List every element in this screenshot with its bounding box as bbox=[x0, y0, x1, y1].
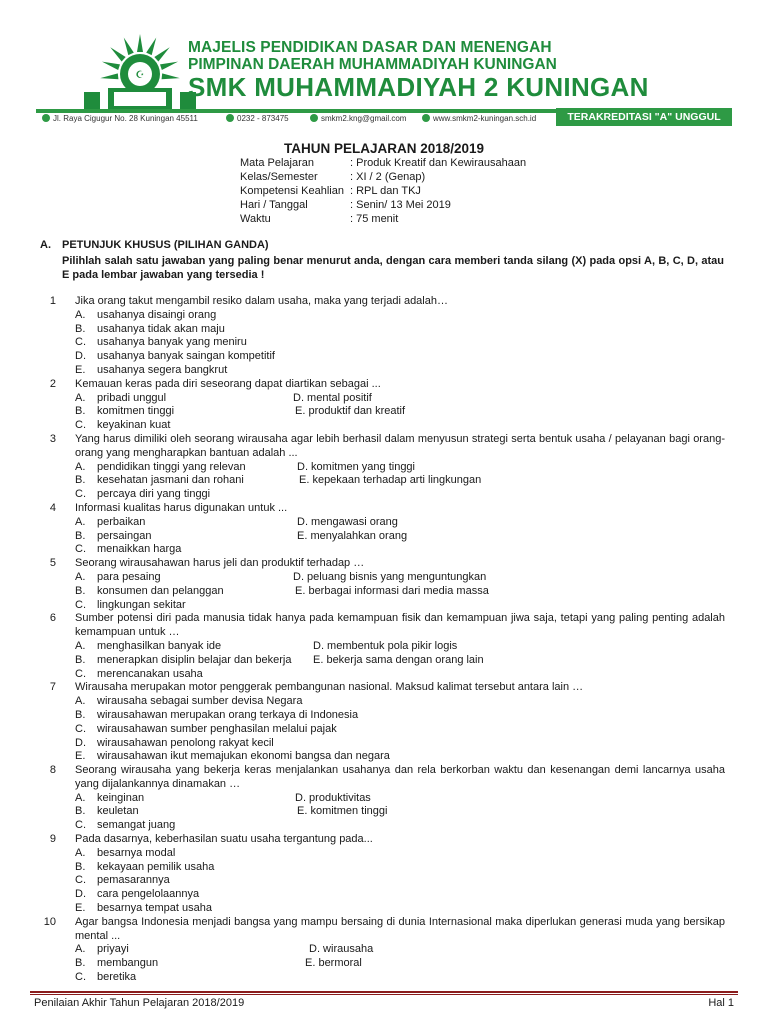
option-text: beretika bbox=[97, 971, 137, 984]
option-text-right: D. peluang bisnis yang menguntungkan bbox=[293, 570, 487, 583]
option-row bbox=[75, 530, 768, 544]
option-row bbox=[75, 971, 768, 985]
option-text: keuletan bbox=[97, 805, 139, 818]
option-letter: C. bbox=[75, 874, 86, 887]
question-item bbox=[0, 378, 768, 433]
option-letter: C. bbox=[75, 543, 86, 556]
option-text-right: E. kepekaan terhadap arti lingkungan bbox=[299, 474, 482, 487]
option-text: wirausahawan ikut memajukan ekonomi bangsa dan negara bbox=[97, 750, 390, 763]
question-number: 1 bbox=[49, 295, 56, 307]
option-text: cara pengelolaannya bbox=[97, 888, 200, 901]
question-text: Sumber potensi diri pada manusia tidak hanya pada kemampuan fisik dan kemampuan jiwa saja, tetapi yang paling penting adalah kemampuan untuk … bbox=[75, 612, 725, 639]
info-value: : Produk Kreatif dan Kewirausahaan bbox=[350, 157, 527, 169]
option-letter: B. bbox=[75, 529, 86, 542]
option-letter: C. bbox=[75, 488, 86, 501]
option-letter: B. bbox=[75, 708, 86, 721]
option-letter: A. bbox=[75, 391, 86, 404]
option-text: usahanya banyak yang meniru bbox=[97, 336, 247, 349]
exam-info bbox=[240, 156, 526, 226]
question-number: 2 bbox=[49, 377, 56, 390]
option-row bbox=[75, 654, 768, 668]
option-row bbox=[75, 364, 768, 378]
school-name: SMK MUHAMMADIYAH 2 KUNINGAN bbox=[188, 72, 649, 102]
org-line-1: MAJELIS PENDIDIKAN DASAR DAN MENENGAH bbox=[188, 39, 552, 56]
option-row bbox=[75, 474, 768, 488]
phone-text: 0232 - 873475 bbox=[237, 114, 289, 123]
question-number: 3 bbox=[49, 432, 56, 445]
option-row bbox=[75, 819, 768, 833]
option-text: membangun bbox=[97, 957, 159, 970]
question-text: Seorang wirausaha yang bekerja keras menjalankan usahanya dan rela berkorban waktu dan kesenangan demi lancarnya usaha yang dijalankannya dinamakan … bbox=[75, 764, 725, 790]
option-text: semangat juang bbox=[97, 819, 176, 832]
question-text: Jika orang takut mengambil resiko dalam usaha, maka yang terjadi adalah… bbox=[75, 295, 448, 307]
option-text-right: E. bekerja sama dengan orang lain bbox=[313, 653, 484, 666]
option-row bbox=[75, 847, 768, 861]
phone-item bbox=[226, 114, 289, 123]
option-row bbox=[75, 405, 768, 419]
option-text-right: D. wirausaha bbox=[309, 943, 374, 956]
option-row bbox=[75, 336, 768, 350]
option-text: menghasilkan banyak ide bbox=[97, 639, 222, 652]
option-row bbox=[75, 957, 768, 971]
option-text-right: E. berbagai informasi dari media massa bbox=[295, 584, 489, 597]
option-row bbox=[75, 723, 768, 737]
website-item bbox=[422, 114, 536, 123]
question-item bbox=[0, 295, 768, 378]
option-text: menerapkan disiplin belajar dan bekerja bbox=[97, 653, 292, 666]
option-row bbox=[75, 943, 768, 957]
email-icon bbox=[310, 114, 318, 122]
option-row bbox=[75, 709, 768, 723]
option-row bbox=[75, 640, 768, 654]
question-number: 9 bbox=[49, 833, 56, 846]
option-text: keinginan bbox=[97, 791, 145, 804]
option-letter: C. bbox=[75, 819, 86, 832]
option-letter: E. bbox=[75, 750, 86, 763]
option-text-right: E. komitmen tinggi bbox=[297, 805, 388, 818]
question-text: Wirausaha merupakan motor penggerak pembangunan nasional. Maksud kalimat tersebut antara lain … bbox=[75, 681, 584, 694]
option-row bbox=[75, 792, 768, 806]
question-number: 4 bbox=[49, 501, 56, 514]
option-letter: A. bbox=[75, 308, 86, 321]
option-text: perbaikan bbox=[97, 515, 146, 528]
option-row bbox=[75, 392, 768, 406]
option-letter: A. bbox=[75, 515, 86, 528]
option-letter: A. bbox=[75, 846, 86, 859]
info-row bbox=[240, 184, 526, 198]
info-label: Kompetensi Keahlian bbox=[240, 185, 344, 197]
address-item bbox=[42, 114, 198, 123]
option-letter: B. bbox=[75, 405, 86, 418]
option-row bbox=[75, 461, 768, 475]
info-label: Mata Pelajaran bbox=[240, 157, 314, 169]
question-item bbox=[0, 916, 768, 985]
question-text: Kemauan keras pada diri seseorang dapat diartikan sebagai ... bbox=[75, 377, 381, 390]
email-item bbox=[310, 114, 406, 123]
option-text: menaikkan harga bbox=[97, 543, 182, 556]
phone-icon bbox=[226, 114, 234, 122]
option-row bbox=[75, 668, 768, 682]
question-list bbox=[0, 295, 768, 985]
option-row bbox=[75, 309, 768, 323]
option-row bbox=[75, 599, 768, 613]
option-letter: E. bbox=[75, 902, 86, 915]
muhammadiyah-logo-icon bbox=[80, 30, 200, 114]
option-letter: A. bbox=[75, 639, 86, 652]
info-value: : 75 menit bbox=[350, 213, 399, 225]
option-text: persaingan bbox=[97, 529, 152, 542]
option-text: komitmen tinggi bbox=[97, 405, 175, 418]
question-item bbox=[0, 557, 768, 612]
website-text: www.smkm2-kuningan.sch.id bbox=[433, 114, 537, 123]
option-row bbox=[75, 419, 768, 433]
option-text: keyakinan kuat bbox=[97, 419, 171, 432]
question-item bbox=[0, 764, 768, 833]
option-row bbox=[75, 571, 768, 585]
option-letter: C. bbox=[75, 419, 86, 432]
option-text: wirausahawan merupakan orang terkaya di Indonesia bbox=[97, 708, 359, 721]
section-letter: A. bbox=[40, 239, 51, 251]
option-letter: C. bbox=[75, 971, 86, 984]
question-number: 7 bbox=[49, 681, 56, 694]
section-title: PETUNJUK KHUSUS (PILIHAN GANDA) bbox=[62, 239, 269, 251]
question-number: 8 bbox=[49, 764, 56, 777]
option-row bbox=[75, 861, 768, 875]
option-row bbox=[75, 737, 768, 751]
option-letter: B. bbox=[75, 584, 86, 597]
option-row bbox=[75, 543, 768, 557]
option-text-right: E. bermoral bbox=[305, 957, 362, 970]
info-row bbox=[240, 198, 526, 212]
option-row bbox=[75, 488, 768, 502]
option-text: wirausahawan penolong rakyat kecil bbox=[97, 736, 274, 749]
org-line-2: PIMPINAN DAERAH MUHAMMADIYAH KUNINGAN bbox=[188, 56, 557, 73]
option-text: percaya diri yang tinggi bbox=[97, 488, 211, 501]
section-instruction: Pilihlah salah satu jawaban yang paling benar menurut anda, dengan cara memberi tanda silang (X) pada opsi A, B, C, D, atau E pada lembar jawaban yang tersedia ! bbox=[62, 255, 724, 281]
option-row bbox=[75, 805, 768, 819]
address-text: Jl. Raya Cigugur No. 28 Kuningan 45511 bbox=[53, 114, 198, 123]
option-row bbox=[75, 350, 768, 364]
option-letter: D. bbox=[75, 350, 86, 363]
option-row bbox=[75, 585, 768, 599]
info-label: Waktu bbox=[240, 213, 271, 225]
question-number: 5 bbox=[49, 557, 56, 570]
option-text: pendidikan tinggi yang relevan bbox=[97, 460, 246, 473]
info-value: : Senin/ 13 Mei 2019 bbox=[350, 199, 451, 211]
option-letter: B. bbox=[75, 860, 86, 873]
option-text: usahanya disaingi orang bbox=[97, 308, 217, 321]
option-letter: D. bbox=[75, 736, 86, 749]
accreditation-badge: TERAKREDITASI "A" UNGGUL bbox=[556, 108, 732, 126]
option-letter: B. bbox=[75, 322, 86, 335]
question-text: Agar bangsa Indonesia menjadi bangsa yang mampu bersaing di dunia Internasional maka diperlukan generasi muda yang bersikap mental ... bbox=[75, 915, 725, 942]
option-text-right: E. produktif dan kreatif bbox=[295, 405, 406, 418]
option-row bbox=[75, 695, 768, 709]
question-item bbox=[0, 681, 768, 764]
option-row bbox=[75, 888, 768, 902]
option-row bbox=[75, 323, 768, 337]
option-text: usahanya banyak saingan kompetitif bbox=[97, 350, 275, 363]
option-text-right: E. menyalahkan orang bbox=[297, 529, 408, 542]
info-row bbox=[240, 212, 526, 226]
option-text: usahanya tidak akan maju bbox=[97, 322, 225, 335]
info-value: : XI / 2 (Genap) bbox=[350, 171, 426, 183]
option-text-right: D. membentuk pola pikir logis bbox=[313, 639, 458, 652]
question-number: 6 bbox=[49, 612, 56, 625]
option-letter: C. bbox=[75, 598, 86, 611]
option-text-right: D. produktivitas bbox=[295, 791, 371, 804]
option-text: wirausahawan sumber penghasilan melalui pajak bbox=[97, 722, 337, 735]
option-text: usahanya segera bangkrut bbox=[97, 363, 228, 376]
option-text-right: D. mengawasi orang bbox=[297, 515, 398, 528]
option-letter: C. bbox=[75, 722, 86, 735]
option-text: wirausaha sebagai sumber devisa Negara bbox=[97, 695, 303, 708]
option-text: besarnya tempat usaha bbox=[97, 902, 212, 915]
option-text: lingkungan sekitar bbox=[97, 598, 186, 611]
option-letter: A. bbox=[75, 460, 86, 473]
option-letter: E. bbox=[75, 363, 86, 376]
option-letter: D. bbox=[75, 888, 86, 901]
option-row bbox=[75, 902, 768, 916]
question-item bbox=[0, 502, 768, 557]
page-number: Hal 1 bbox=[708, 997, 734, 1009]
location-pin-icon bbox=[42, 114, 50, 122]
info-row bbox=[240, 170, 526, 184]
question-text: Yang harus dimiliki oleh seorang wirausaha agar lebih berhasil dalam menyusun strategi serta bentuk usaha / pelayanan bagi orang-orang yang mengharapkan bantuan adalah ... bbox=[75, 432, 725, 459]
globe-icon bbox=[422, 114, 430, 122]
option-letter: C. bbox=[75, 336, 86, 349]
option-text-right: D. komitmen yang tinggi bbox=[297, 460, 415, 473]
question-text: Informasi kualitas harus digunakan untuk ... bbox=[75, 501, 288, 514]
option-letter: C. bbox=[75, 667, 86, 680]
question-text: Seorang wirausahawan harus jeli dan produktif terhadap … bbox=[75, 557, 365, 570]
option-letter: B. bbox=[75, 805, 86, 818]
email-text: smkm2.kng@gmail.com bbox=[321, 114, 407, 123]
option-letter: B. bbox=[75, 474, 86, 487]
letterhead bbox=[36, 30, 732, 130]
footer-title: Penilaian Akhir Tahun Pelajaran 2018/2019 bbox=[34, 997, 245, 1009]
option-text: kekayaan pemilik usaha bbox=[97, 860, 215, 873]
option-row bbox=[75, 516, 768, 530]
option-row bbox=[75, 874, 768, 888]
option-letter: B. bbox=[75, 957, 86, 970]
option-text: kesehatan jasmani dan rohani bbox=[97, 474, 244, 487]
option-text: besarnya modal bbox=[97, 846, 176, 859]
option-letter: A. bbox=[75, 695, 86, 708]
info-row bbox=[240, 156, 526, 170]
footer-divider-thin bbox=[30, 994, 738, 995]
question-item bbox=[0, 833, 768, 916]
info-value: : RPL dan TKJ bbox=[350, 185, 421, 197]
info-label: Kelas/Semester bbox=[240, 171, 318, 183]
option-text: para pesaing bbox=[97, 570, 161, 583]
option-text-right: D. mental positif bbox=[293, 391, 372, 404]
exam-title: TAHUN PELAJARAN 2018/2019 bbox=[283, 141, 485, 156]
question-item bbox=[0, 433, 768, 502]
footer-divider bbox=[30, 991, 738, 993]
option-letter: A. bbox=[75, 791, 86, 804]
question-text: Pada dasarnya, keberhasilan suatu usaha tergantung pada... bbox=[75, 833, 373, 846]
option-text: merencanakan usaha bbox=[97, 667, 203, 680]
question-item bbox=[0, 612, 768, 681]
option-letter: A. bbox=[75, 943, 86, 956]
option-text: priyayi bbox=[97, 943, 129, 956]
info-label: Hari / Tanggal bbox=[240, 199, 308, 211]
option-text: pribadi unggul bbox=[97, 391, 167, 404]
option-text: konsumen dan pelanggan bbox=[97, 584, 224, 597]
option-row bbox=[75, 750, 768, 764]
question-number: 10 bbox=[43, 915, 56, 928]
option-letter: B. bbox=[75, 653, 86, 666]
svg-text:☪: ☪ bbox=[135, 70, 145, 81]
option-letter: A. bbox=[75, 570, 86, 583]
option-text: pemasarannya bbox=[97, 874, 170, 887]
